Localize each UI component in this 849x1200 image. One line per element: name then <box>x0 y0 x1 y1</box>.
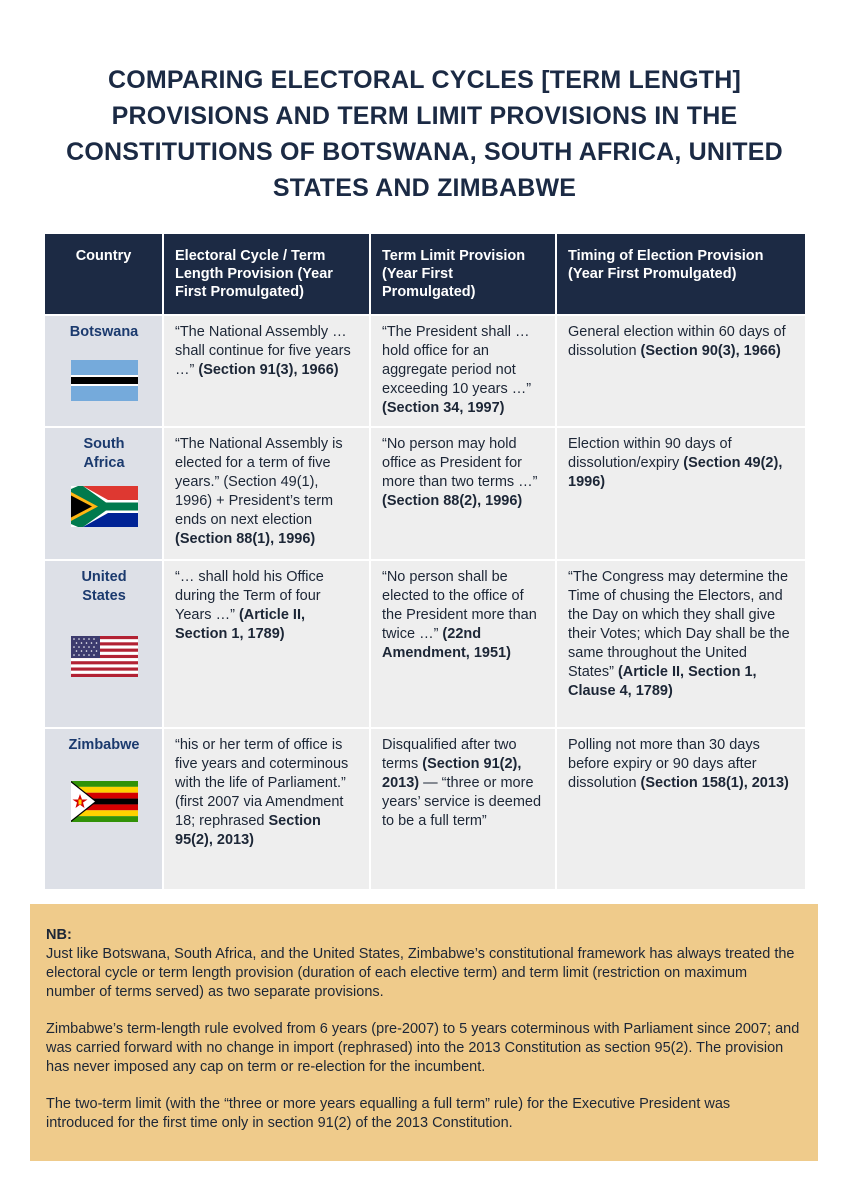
nb-label: NB: <box>46 927 72 943</box>
nb-paragraph: Just like Botswana, South Africa, and the United States, Zimbabwe’s constitutional framework has always treated the electoral cycle or term length provision (duration of each elective term) and term limit (restriction on maximum number of terms served) as two separate provisions. <box>46 946 795 1000</box>
header-term-limit: Term Limit Provision (Year First Promulgated) <box>371 234 555 314</box>
botswana-flag-icon <box>71 360 138 401</box>
timing-cell: “The Congress may determine the Time of chusing the Electors, and the Day on which they shall give their Votes; which Day shall be the same throughout the United States” (Article II, Section 1, Clause 4, 1789) <box>557 561 805 727</box>
timing-cell: Polling not more than 30 days before expiry or 90 days after dissolution (Section 158(1), 2013) <box>557 729 805 889</box>
nb-note-box <box>30 904 818 1161</box>
country-name: Botswana <box>69 324 139 340</box>
term-length-cell: “his or her term of office is five years and coterminous with the life of Parliament.” (first 2007 via Amendment 18; rephrased Section 95(2), 2013) <box>164 729 369 889</box>
page-title: COMPARING ELECTORAL CYCLES [TERM LENGTH] PROVISIONS AND TERM LIMIT PROVISIONS IN THE CONSTITUTIONS OF BOTSWANA, SOUTH AFRICA, UNITED STATES AND ZIMBABWE <box>66 66 783 202</box>
comparison-table <box>45 234 806 887</box>
zimbabwe-flag-icon <box>71 781 138 822</box>
term-length-cell: “The National Assembly is elected for a term of five years.” (Section 49(1), 1996) + President’s term ends on next election (Section 88(1), 1996) <box>164 428 369 559</box>
timing-cell: General election within 60 days of dissolution (Section 90(3), 1966) <box>557 316 805 426</box>
nb-paragraph: Zimbabwe’s term-length rule evolved from 6 years (pre-2007) to 5 years coterminous with Parliament since 2007; and was carried forward with no change in import (rephrased) into the 2013 Constitution as section 95(2). The provision has never imposed any cap on term or re-election for the incumbent. <box>46 1021 800 1075</box>
country-name: South Africa <box>83 436 125 471</box>
term-limit-cell: Disqualified after two terms (Section 91(2), 2013) — “three or more years’ service is deemed to be a full term” <box>371 729 555 889</box>
south-africa-flag-icon <box>71 486 138 527</box>
header-term-length: Electoral Cycle / Term Length Provision (Year First Promulgated) <box>164 234 369 314</box>
nb-paragraph: The two-term limit (with the “three or more years equalling a full term” rule) for the Executive President was introduced for the first time only in section 91(2) of the 2013 Constitution. <box>46 1096 731 1131</box>
header-timing: Timing of Election Provision (Year First Promulgated) <box>557 234 805 314</box>
term-limit-cell: “No person shall be elected to the office of the President more than twice …” (22nd Amendment, 1951) <box>371 561 555 727</box>
country-cell-zimbabwe <box>45 729 162 889</box>
term-limit-cell: “No person may hold office as President for more than two terms …” (Section 88(2), 1996) <box>371 428 555 559</box>
header-country: Country <box>45 234 162 314</box>
country-cell-united-states <box>45 561 162 727</box>
term-length-cell: “The National Assembly … shall continue for five years …” (Section 91(3), 1966) <box>164 316 369 426</box>
country-cell-south-africa <box>45 428 162 559</box>
united-states-flag-icon <box>71 636 138 677</box>
country-cell-botswana <box>45 316 162 426</box>
term-length-cell: “… shall hold his Office during the Term of four Years …” (Article II, Section 1, 1789) <box>164 561 369 727</box>
country-name: Zimbabwe <box>68 737 140 753</box>
country-name: United States <box>81 569 127 604</box>
term-limit-cell: “The President shall … hold office for an aggregate period not exceeding 10 years …” (Section 34, 1997) <box>371 316 555 426</box>
timing-cell: Election within 90 days of dissolution/expiry (Section 49(2), 1996) <box>557 428 805 559</box>
